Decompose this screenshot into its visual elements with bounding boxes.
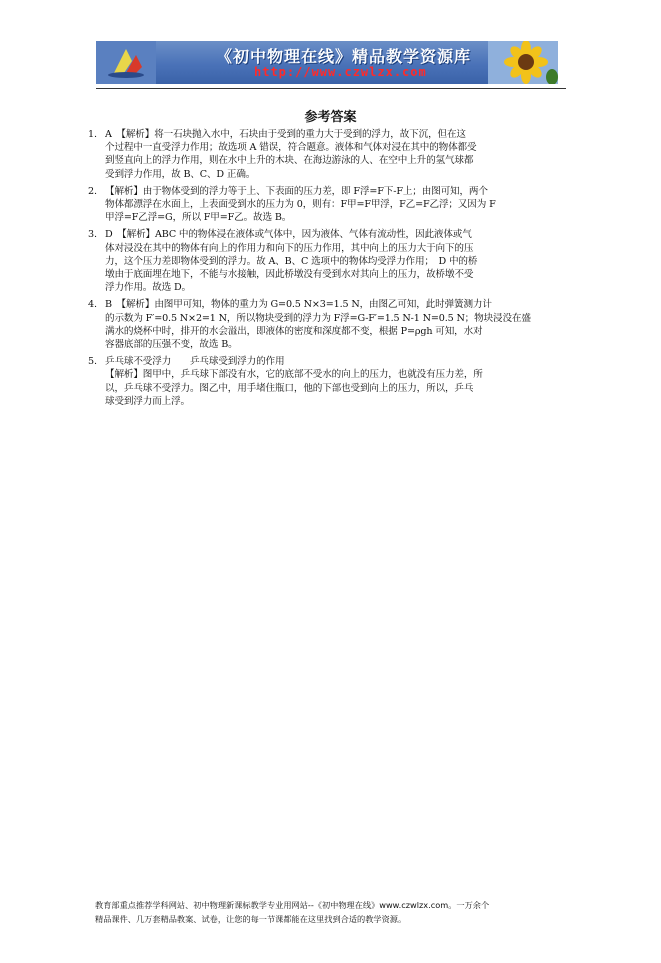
answer-line: 满水的烧杯中时，排开的水会溢出，即液体的密度和深度都不变，根据 P=ρgh 可知，水对 (105, 325, 483, 337)
answer-number: 5. (88, 356, 97, 368)
answer-number: 2. (88, 185, 97, 197)
answer-item-5 (88, 355, 566, 408)
answer-number: 1. (88, 129, 97, 140)
answer-line: 力，这个压力差即物体受到的浮力。故 A、B、C 选项中的物体均受浮力作用； D 中的桥 (105, 255, 478, 267)
answer-line: 容器底部的压强不变，故选 B。 (105, 339, 238, 351)
answer-line: 【解析】由于物体受到的浮力等于上、下表面的压力差，即 F浮=F下-F上；由图可知，两个 (105, 185, 488, 197)
answer-line: 物体都漂浮在水面上，上表面受到水的压力为 0，则有：F甲=F甲浮，F乙=F乙浮；又因为 F (105, 199, 496, 211)
answer-line: A 【解析】将一石块抛入水中，石块由于受到的重力大于受到的浮力，故下沉，但在这 (105, 129, 466, 140)
answer-list (88, 128, 566, 412)
answer-line: 的示数为 F′=0.5 N×2=1 N，所以物块受到的浮力为 F浮=G-F′=1.5 N-1 N=0.5 N；物块浸没在盛 (105, 312, 531, 324)
sunflower-icon (488, 41, 558, 84)
answer-line: 受到浮力作用，故 B、C、D 正确。 (105, 168, 256, 180)
page-footer (95, 899, 575, 926)
answer-line: 浮力作用。故选 D。 (105, 282, 191, 294)
answer-line: 个过程中一直受浮力作用；故选项 A 错误，符合题意。液体和气体对浸在其中的物体都受 (105, 142, 477, 154)
header-banner (96, 41, 558, 84)
answer-line: 【解析】图甲中，乒乓球下部没有水，它的底部不受水的向上的压力，也就没有压力差，所 (105, 369, 483, 381)
footer-line: 教育部重点推荐学科网站、初中物理新课标教学专业用网站--《初中物理在线》www.czwlzx.com。一万余个 (95, 900, 490, 910)
answer-item-4 (88, 298, 566, 351)
answer-item-3 (88, 228, 566, 294)
answer-number: 4. (88, 299, 97, 311)
answer-line: 乒乓球不受浮力 乒乓球受到浮力的作用 (105, 356, 285, 368)
answer-line: B 【解析】由图甲可知，物体的重力为 G=0.5 N×3=1.5 N，由图乙可知，此时弹簧测力计 (105, 299, 492, 311)
answer-line: 到竖直向上的浮力作用，则在水中上升的木块、在海边游泳的人、在空中上升的氢气球都 (105, 155, 474, 167)
page-title: 参考答案 (304, 110, 357, 125)
header-divider (96, 88, 566, 89)
answer-item-1 (88, 128, 566, 181)
answer-item-2 (88, 185, 566, 225)
banner-url: http://www.czwlzx.com (254, 65, 427, 79)
footer-line: 精品课件、几万套精品教案、试卷，让您的每一节课都能在这里找到合适的教学资源。 (95, 913, 407, 924)
answer-line: 球受到浮力而上浮。 (105, 395, 190, 407)
banner-title: 《初中物理在线》精品教学资源库 (216, 47, 472, 66)
answer-line: 墩由于底面埋在地下，不能与水接触，因此桥墩没有受到水对其向上的压力，故桥墩不受 (105, 269, 474, 281)
answer-line: D 【解析】ABC 中的物体浸在液体或气体中，因为液体、气体有流动性，因此液体或气 (105, 229, 472, 241)
answer-line: 以，乒乓球不受浮力。图乙中，用手堵住瓶口，他的下部也受到向上的压力，所以，乒乓 (105, 382, 474, 394)
site-logo-icon (96, 41, 156, 84)
answer-line: 甲浮=F乙浮=G，所以 F甲=F乙。故选 B。 (105, 212, 292, 224)
answer-number: 3. (88, 229, 97, 241)
answer-line: 体对浸没在其中的物体有向上的作用力和向下的压力作用，其中向上的压力大于向下的压 (105, 242, 474, 254)
